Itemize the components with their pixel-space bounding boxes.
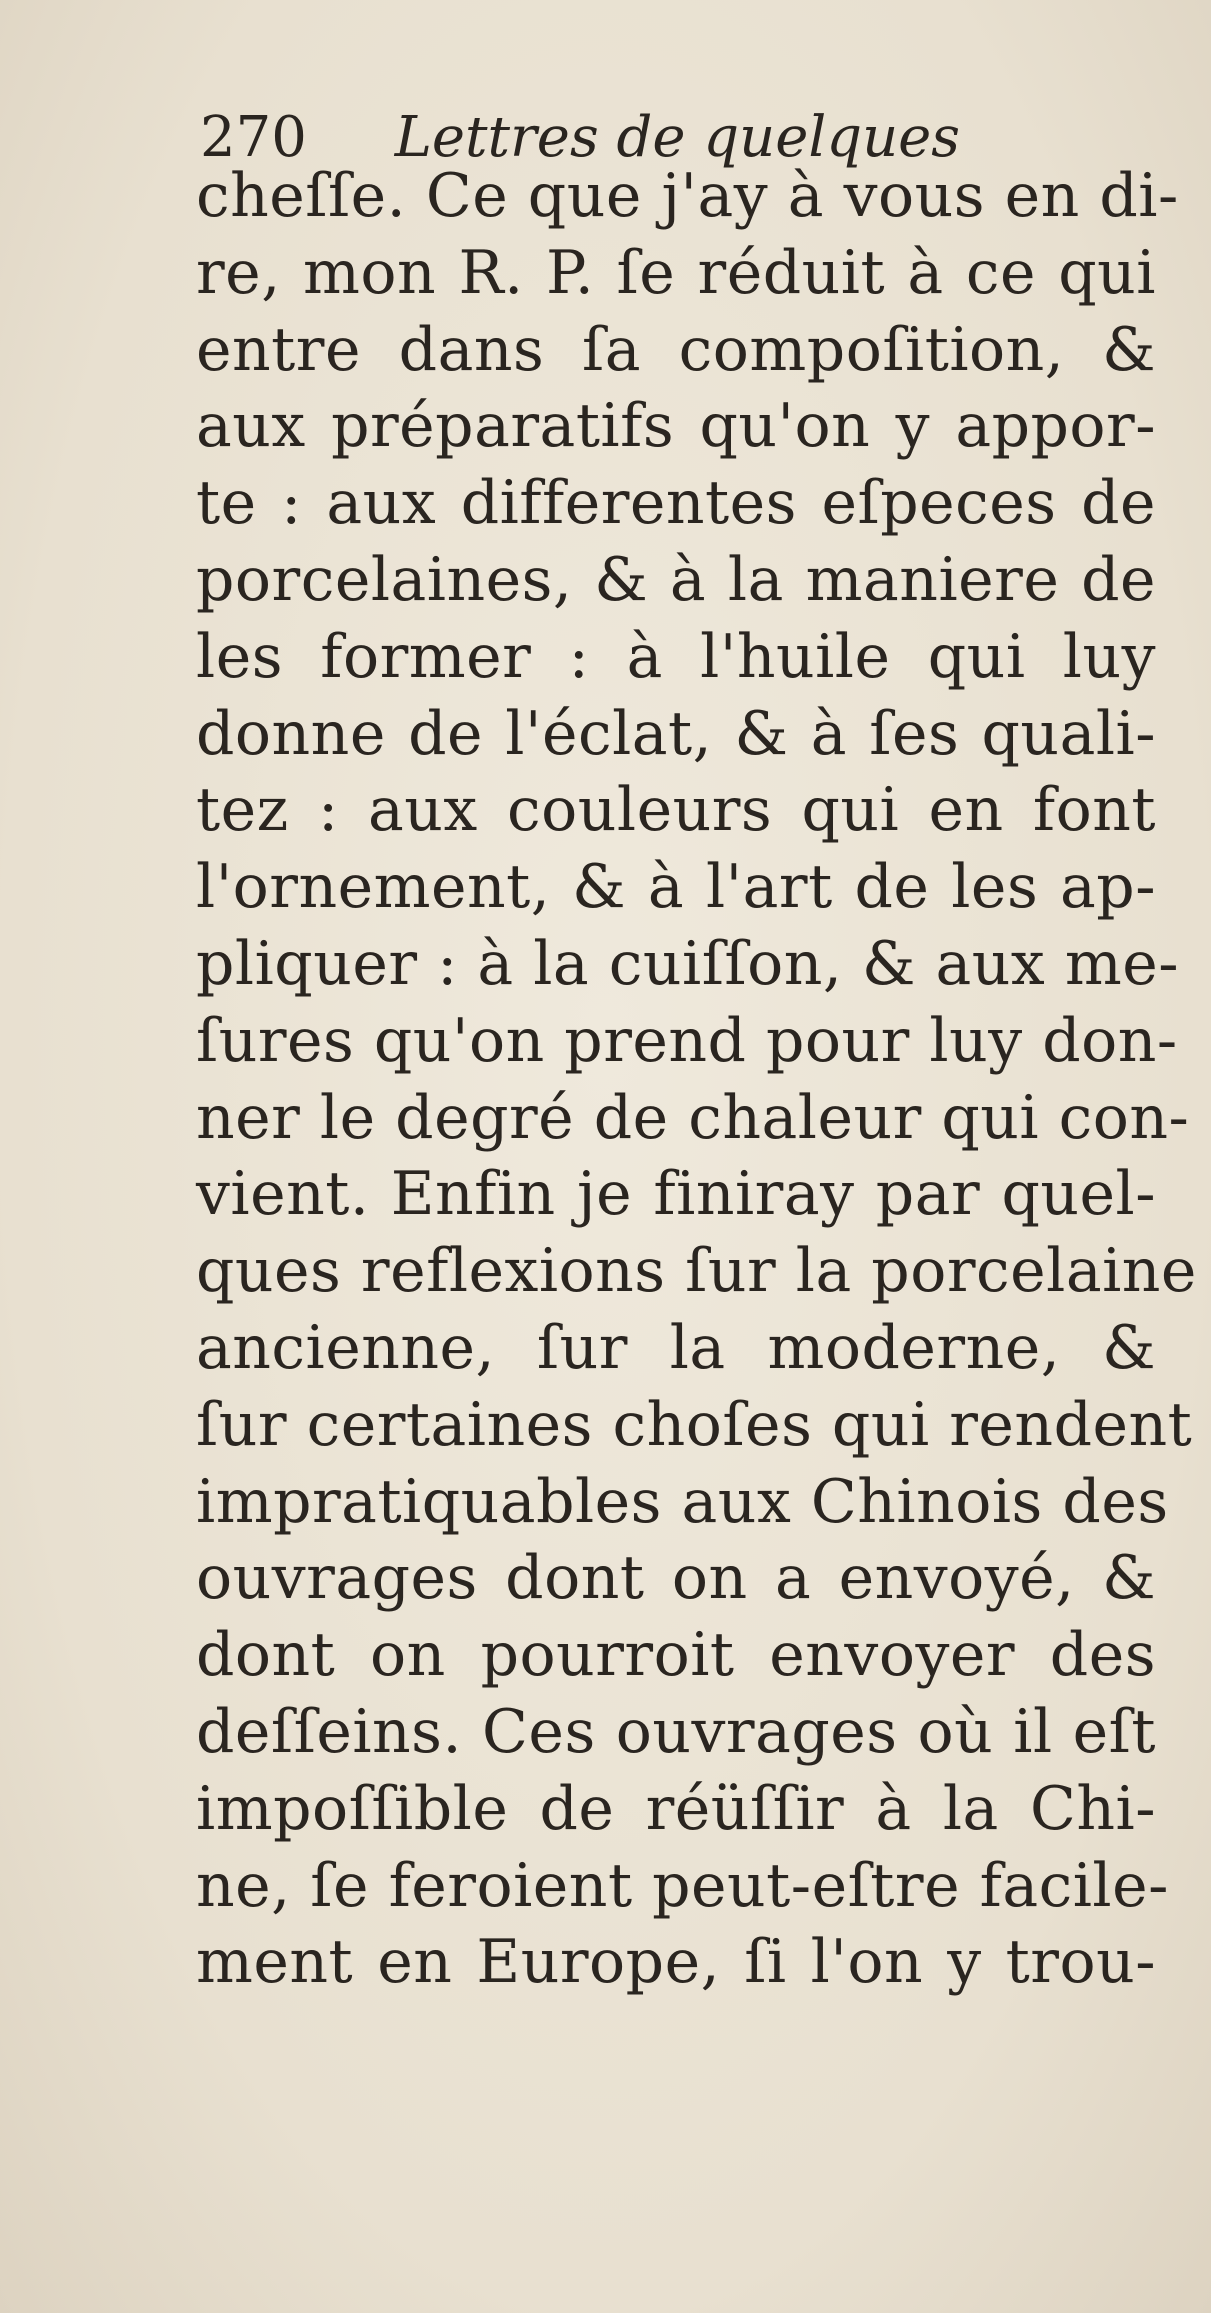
text-line: ſur certaines choſes qui rendent — [196, 1389, 1193, 1460]
text-line: deſſeins. Ces ouvrages où il eſt — [196, 1696, 1156, 1767]
text-line: pliquer : à la cuiſſon, & aux me- — [196, 928, 1180, 999]
text-line: impratiquables aux Chinois des — [196, 1466, 1169, 1537]
text-line: l'ornement, & à l'art de les ap- — [196, 852, 1156, 923]
text-line: vient. Enfin je finiray par quel- — [196, 1159, 1156, 1230]
text-line: ſures qu'on prend pour luy don- — [196, 1005, 1178, 1076]
body-text — [196, 158, 1197, 2001]
running-title: Lettres de quelques — [394, 105, 961, 170]
text-line: entre dans ſa compoſition, & — [196, 314, 1156, 385]
text-line: re, mon R. P. ſe réduit à ce qui — [196, 237, 1156, 308]
text-line: ner le degré de chaleur qui con- — [196, 1082, 1190, 1153]
text-line: ment en Europe, ſi l'on y trou- — [196, 1927, 1156, 1998]
text-line: les former : à l'huile qui luy — [196, 621, 1156, 692]
text-line: donne de l'éclat, & à ſes quali- — [196, 698, 1156, 769]
text-line: ques reflexions ſur la porcelaine — [196, 1236, 1197, 1307]
text-line: ouvrages dont on a envoyé, & — [196, 1543, 1156, 1614]
page-number: 270 — [200, 105, 307, 170]
text-line: tez : aux couleurs qui en font — [196, 775, 1156, 846]
text-line: dont on pourroit envoyer des — [196, 1620, 1156, 1691]
text-line: porcelaines, & à la maniere de — [196, 544, 1156, 615]
text-line: cheſſe. Ce que j'ay à vous en di- — [196, 161, 1179, 231]
text-line: impoſſible de réüſſir à la Chi- — [196, 1773, 1156, 1844]
text-line: te : aux differentes eſpeces de — [196, 468, 1156, 539]
text-line: ancienne, ſur la moderne, & — [196, 1312, 1156, 1383]
text-line: ne, ſe feroient peut-eſtre facile- — [196, 1850, 1169, 1921]
text-line: aux préparatifs qu'on y appor- — [196, 391, 1156, 462]
